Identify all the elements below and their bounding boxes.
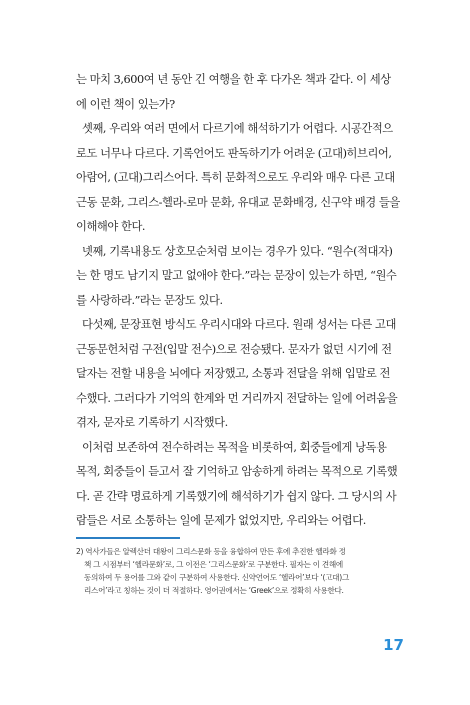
paragraph-3: 넷째, 기록내용도 상호모순처럼 보이는 경우가 있다. “원수(적대자)는 한 명도 남기지 말고 없애야 한다.”라는 문장이 있는가 하면, “원수를 사랑하라.”라는 문장도 있다.: [76, 244, 397, 307]
paragraph-2: 셋째, 우리와 여러 면에서 다르기에 해석하기가 어렵다. 시공간적으로도 너무나 다르다. 기록언어도 판독하기가 어려운 (고대)히브리어, 아람어, (고대)그리스어다. 특히 문화적으로도 우리와 매우 다른 고대근동 문화, 그리스-헬라-로마 문화, 유대교 문화배경, 신구약 배경 들을 이해해야 한다.: [76, 122, 400, 233]
footnote: [76, 545, 400, 597]
footnote-line: 리스어’라고 칭하는 것이 더 적절하다. 영어권에서는 ‘Greek’으로 정확히 사용한다.: [84, 586, 344, 595]
footnote-divider: [76, 537, 180, 539]
footnote-line: 책 그 시점부터 ‘헬라문화’로, 그 이전은 ‘그리스문화’로 구분한다. 필자는 이 견해에: [84, 560, 343, 569]
footnote-line: 동의하여 두 용어를 그와 같이 구분하여 사용한다. 신약언어도 ‘헬라어’보다 ‘(고대)그: [84, 573, 349, 582]
paragraph-5: 이처럼 보존하여 전수하려는 목적을 비롯하여, 회중들에게 낭독용 목적, 회중들이 듣고서 잘 기억하고 암송하게 하려는 목적으로 기록했다. 곧 간략 명료하게 기록했기에 해석하기가 쉽지 않다. 그 당시의 사람들은 서로 소통하는 일에 문제가 없었지만, 우리와는 어렵다.: [76, 440, 398, 527]
footnote-line: 2) 역사가들은 알렉산더 대왕이 그리스문화 등을 융합하여 만든 후에 추진한 헬라화 정: [76, 547, 346, 556]
body-text: [76, 68, 400, 534]
paragraph-4: 다섯째, 문장표현 방식도 우리시대와 다르다. 원래 성서는 다른 고대근동문헌처럼 구전(입말 전수)으로 전승됐다. 문자가 없던 시기에 전달자는 전할 내용을 뇌에다 저장했고, 소통과 전달을 위해 입말로 전수했다. 그러다가 기억의 한계와 먼 거리까지 전달하는 일에 어려움을 겪자, 문자로 기록하기 시작했다.: [76, 318, 398, 429]
paragraph-1: 는 마치 3,600여 년 동안 긴 여행을 한 후 다가온 책과 같다. 이 세상에 이런 책이 있는가?: [76, 73, 391, 111]
page-number: 17: [383, 636, 404, 654]
